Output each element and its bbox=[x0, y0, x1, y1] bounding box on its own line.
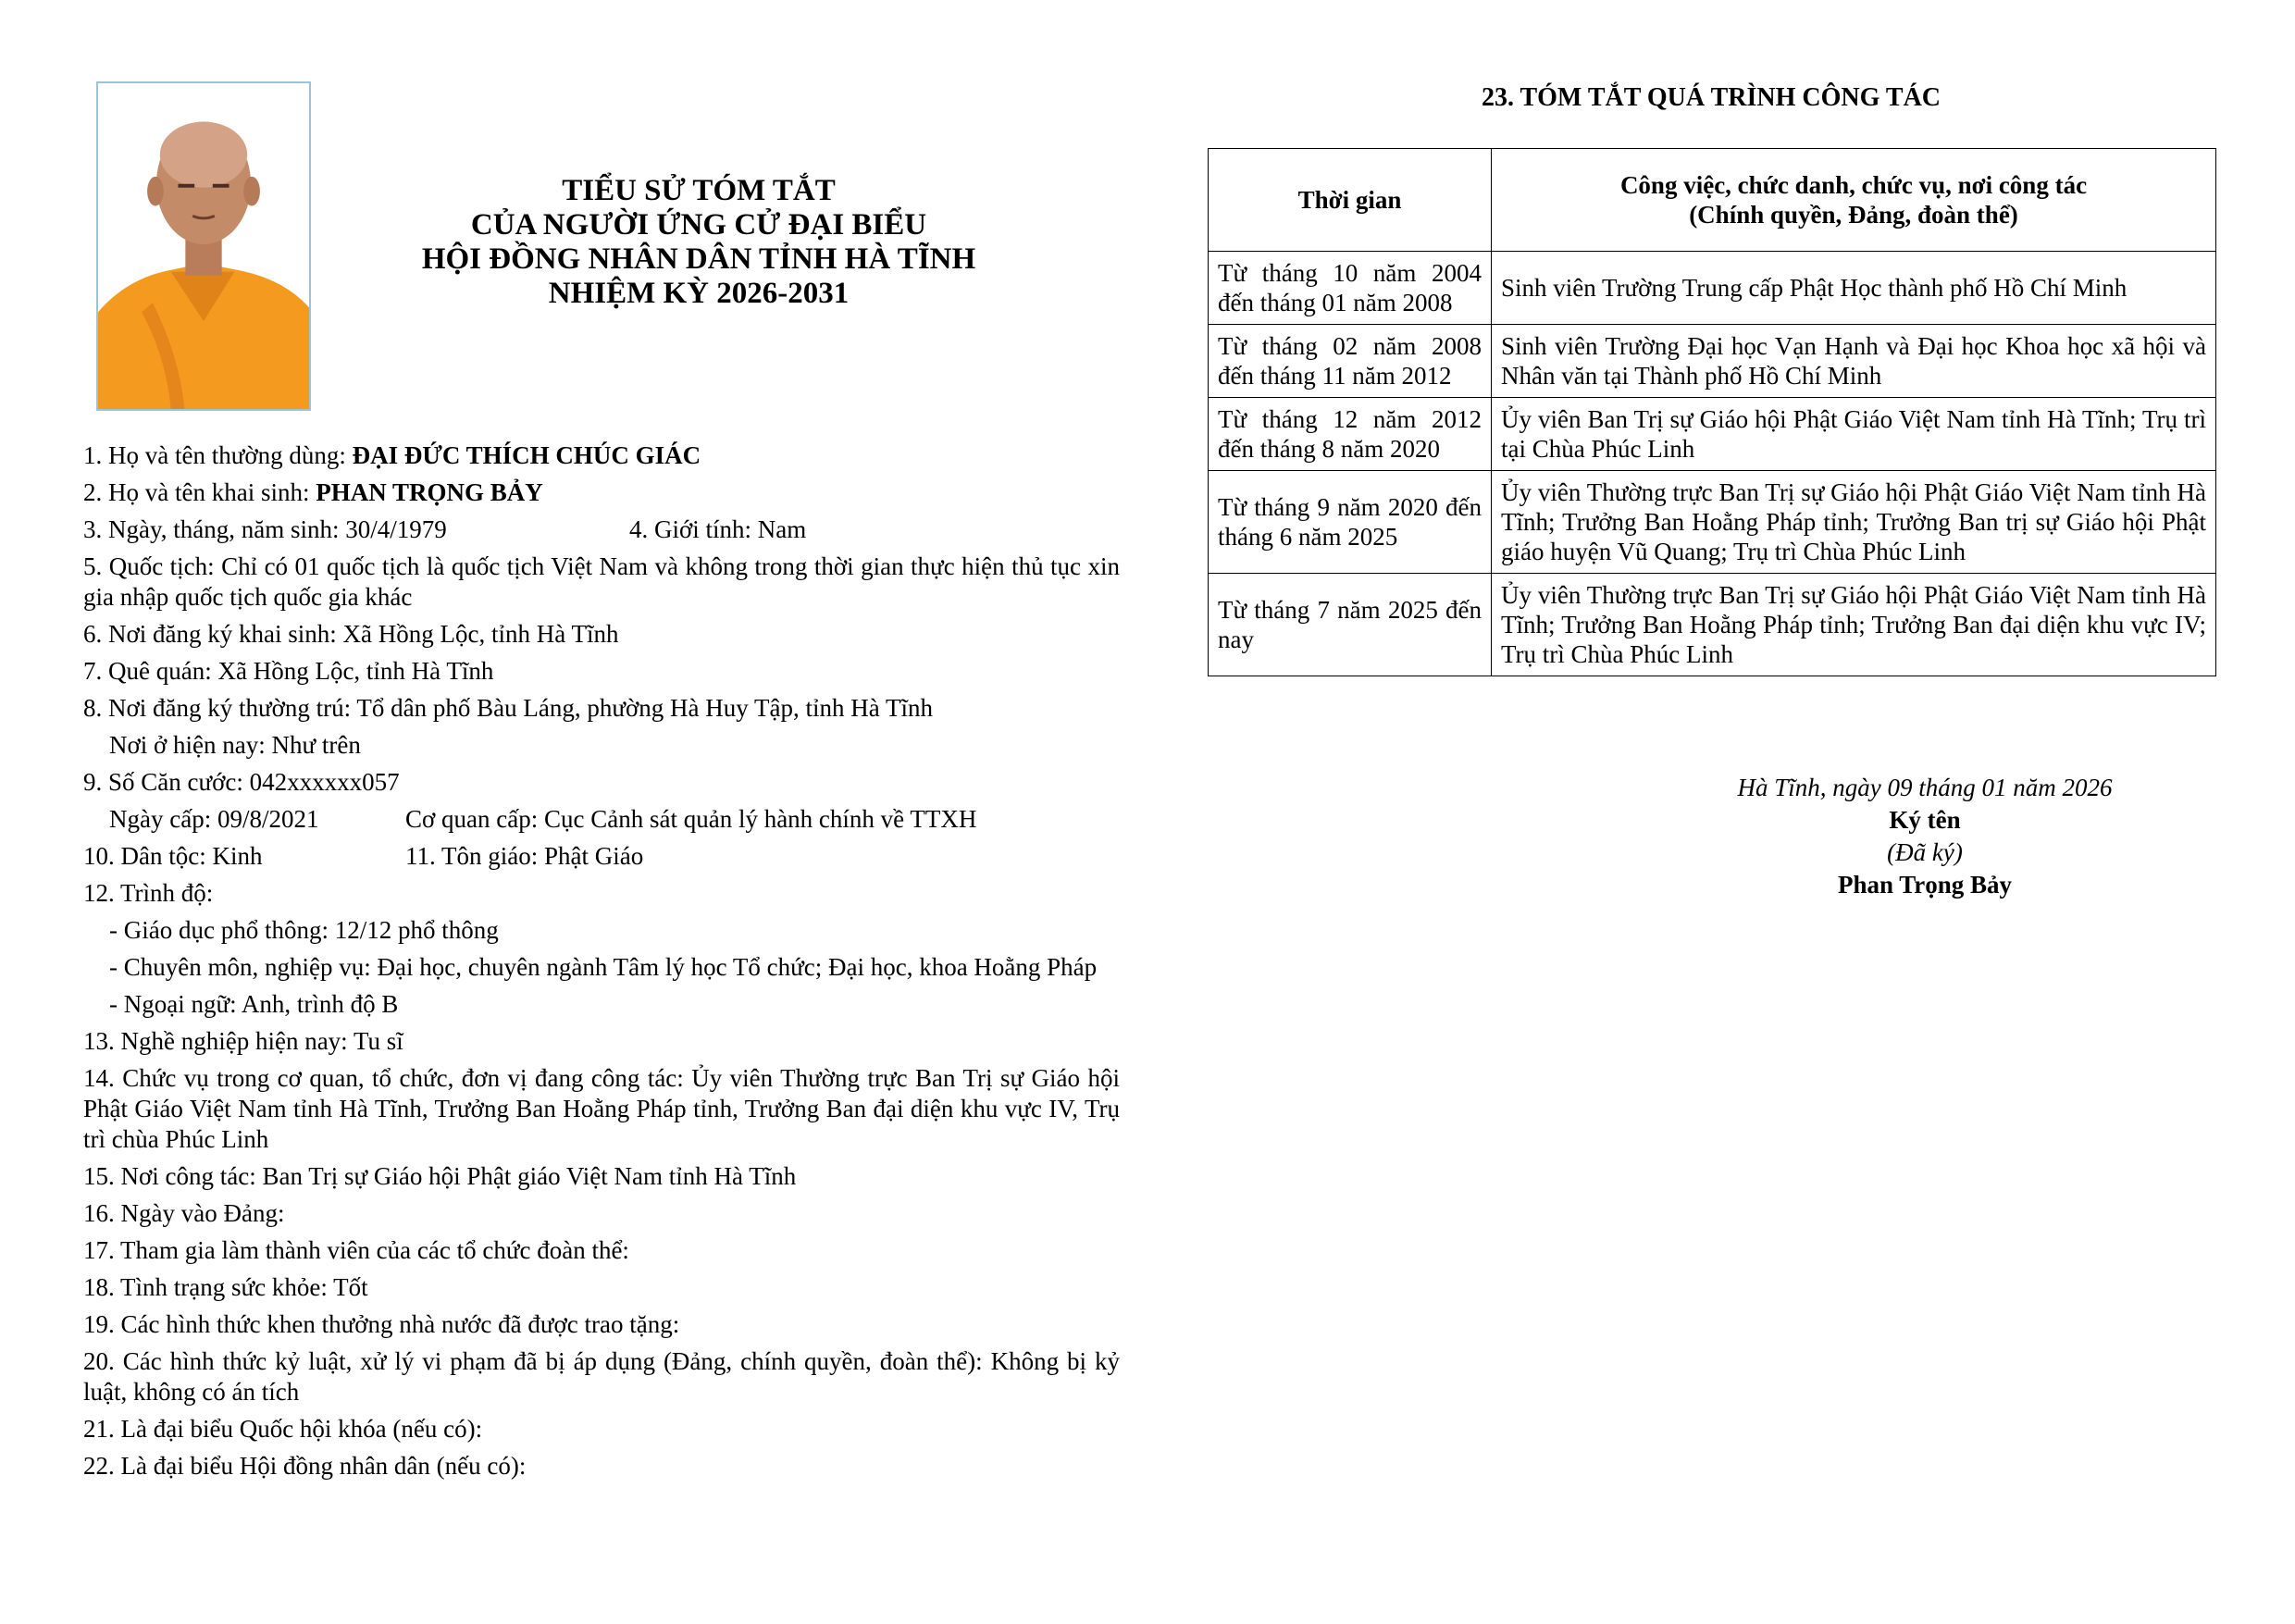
common-name-label: 1. Họ và tên thường dùng: bbox=[83, 441, 353, 469]
work-history-table bbox=[1208, 148, 2216, 676]
title-line-1: TIỂU SỬ TÓM TẮT bbox=[562, 174, 836, 207]
id-issue-date: Ngày cấp: 09/8/2021 bbox=[109, 805, 319, 833]
info-discipline: 20. Các hình thức kỷ luật, xử lý vi phạm đã bị áp dụng (Đảng, chính quyền, đoàn thể): Không bị kỷ luật, không có án tích bbox=[83, 1347, 1120, 1406]
row-time: Từ tháng 02 năm 2008 đến tháng 11 năm 2012 bbox=[1209, 325, 1492, 398]
info-id-number: 9. Số Căn cước: 042xxxxxx057 bbox=[83, 768, 400, 796]
header-description bbox=[1492, 149, 2216, 252]
info-education: 12. Trình độ: bbox=[83, 879, 214, 907]
table-row bbox=[1209, 471, 2216, 574]
table-row bbox=[1209, 252, 2216, 325]
row-description: Sinh viên Trường Đại học Vạn Hạnh và Đại học Khoa học xã hội và Nhân văn tại Thành phố Hồ Chí Minh bbox=[1492, 325, 2216, 398]
gender: 4. Giới tính: Nam bbox=[629, 515, 807, 543]
table-row bbox=[1209, 398, 2216, 471]
header-time: Thời gian bbox=[1209, 149, 1492, 252]
info-education-professional: - Chuyên môn, nghiệp vụ: Đại học, chuyên ngành Tâm lý học Tổ chức; Đại học, khoa Hoằng Pháp bbox=[109, 953, 1098, 981]
info-id-issue bbox=[83, 804, 1120, 835]
header-description-line-2: (Chính quyền, Đảng, đoàn thể) bbox=[1689, 201, 2018, 229]
info-nationality: 5. Quốc tịch: Chỉ có 01 quốc tịch là quốc tịch Việt Nam và không trong thời gian thực hiện thủ tục xin gia nhập quốc tịch quốc gia khác bbox=[83, 552, 1120, 611]
religion: 11. Tôn giáo: Phật Giáo bbox=[405, 842, 644, 870]
row-description: Ủy viên Ban Trị sự Giáo hội Phật Giáo Việt Nam tỉnh Hà Tĩnh; Trụ trì tại Chùa Phúc Linh bbox=[1492, 398, 2216, 471]
row-time: Từ tháng 12 năm 2012 đến tháng 8 năm 2020 bbox=[1209, 398, 1492, 471]
info-education-language: - Ngoại ngữ: Anh, trình độ B bbox=[109, 990, 399, 1018]
info-party-date: 16. Ngày vào Đảng: bbox=[83, 1199, 285, 1227]
personal-info bbox=[83, 440, 1120, 1488]
common-name-value: ĐẠI ĐỨC THÍCH CHÚC GIÁC bbox=[352, 441, 701, 469]
signature-signed: (Đã ký) bbox=[1887, 838, 1963, 866]
info-birth-name bbox=[83, 477, 1120, 508]
info-health: 18. Tình trạng sức khỏe: Tốt bbox=[83, 1273, 368, 1301]
row-description: Ủy viên Thường trực Ban Trị sự Giáo hội Phật Giáo Việt Nam tỉnh Hà Tĩnh; Trưởng Ban Hoằng Pháp tỉnh; Trưởng Ban đại diện khu vực IV; Trụ trì Chùa Phúc Linh bbox=[1492, 574, 2216, 676]
signature-block bbox=[1684, 772, 2165, 901]
birth-name-value: PHAN TRỌNG BẢY bbox=[316, 478, 543, 506]
birth-name-label: 2. Họ và tên khai sinh: bbox=[83, 478, 316, 506]
portrait-icon bbox=[98, 83, 309, 409]
row-time: Từ tháng 9 năm 2020 đến tháng 6 năm 2025 bbox=[1209, 471, 1492, 574]
info-workplace: 15. Nơi công tác: Ban Trị sự Giáo hội Phật giáo Việt Nam tỉnh Hà Tĩnh bbox=[83, 1162, 797, 1190]
row-time: Từ tháng 10 năm 2004 đến tháng 01 năm 2008 bbox=[1209, 252, 1492, 325]
info-current-residence: Nơi ở hiện nay: Như trên bbox=[109, 731, 361, 759]
info-hometown: 7. Quê quán: Xã Hồng Lộc, tỉnh Hà Tĩnh bbox=[83, 657, 494, 685]
info-education-general: - Giáo dục phổ thông: 12/12 phổ thông bbox=[109, 916, 499, 944]
id-issuer: Cơ quan cấp: Cục Cảnh sát quản lý hành chính về TTXH bbox=[405, 805, 977, 833]
ethnicity: 10. Dân tộc: Kinh bbox=[83, 842, 263, 870]
header-description-line-1: Công việc, chức danh, chức vụ, nơi công tác bbox=[1619, 171, 2088, 199]
signature-place-date: Hà Tĩnh, ngày 09 tháng 01 năm 2026 bbox=[1737, 774, 2113, 801]
info-organizations: 17. Tham gia làm thành viên của các tổ chức đoàn thể: bbox=[83, 1236, 629, 1264]
signature-name: Phan Trọng Bảy bbox=[1837, 871, 2013, 899]
birth-date: 3. Ngày, tháng, năm sinh: 30/4/1979 bbox=[83, 515, 447, 543]
info-position: 14. Chức vụ trong cơ quan, tổ chức, đơn vị đang công tác: Ủy viên Thường trực Ban Trị sự Giáo hội Phật Giáo Việt Nam tỉnh Hà Tĩnh, Trưởng Ban Hoằng Pháp tỉnh, Trưởng Ban đại diện khu vực IV, Trụ trì chùa Phúc Linh bbox=[83, 1064, 1120, 1153]
work-history-heading: 23. TÓM TẮT QUÁ TRÌNH CÔNG TÁC bbox=[1481, 83, 1941, 112]
title-line-2: CỦA NGƯỜI ỨNG CỬ ĐẠI BIỂU bbox=[470, 208, 927, 242]
table-row bbox=[1209, 325, 2216, 398]
info-peoples-council: 22. Là đại biểu Hội đồng nhân dân (nếu có): bbox=[83, 1452, 527, 1480]
row-description: Sinh viên Trường Trung cấp Phật Học thành phố Hồ Chí Minh bbox=[1492, 252, 2216, 325]
table-row bbox=[1209, 574, 2216, 676]
title-line-4: NHIỆM KỲ 2026-2031 bbox=[548, 277, 850, 310]
row-description: Ủy viên Thường trực Ban Trị sự Giáo hội Phật Giáo Việt Nam tỉnh Hà Tĩnh; Trưởng Ban Hoằng Pháp tỉnh; Trưởng Ban trị sự Giáo hội Phật giáo huyện Vũ Quang; Trụ trì Chùa Phúc Linh bbox=[1492, 471, 2216, 574]
signature-title: Ký tên bbox=[1889, 806, 1961, 834]
info-awards: 19. Các hình thức khen thưởng nhà nước đã được trao tặng: bbox=[83, 1310, 680, 1338]
info-permanent-residence: 8. Nơi đăng ký thường trú: Tổ dân phố Bàu Láng, phường Hà Huy Tập, tỉnh Hà Tĩnh bbox=[83, 694, 933, 722]
info-occupation: 13. Nghề nghiệp hiện nay: Tu sĩ bbox=[83, 1027, 403, 1055]
portrait-photo bbox=[96, 81, 311, 411]
info-birth-gender bbox=[83, 514, 1120, 545]
document-title bbox=[342, 174, 1055, 311]
table-header-row bbox=[1209, 149, 2216, 252]
row-time: Từ tháng 7 năm 2025 đến nay bbox=[1209, 574, 1492, 676]
info-common-name bbox=[83, 440, 1120, 471]
info-national-assembly: 21. Là đại biểu Quốc hội khóa (nếu có): bbox=[83, 1415, 483, 1443]
info-ethnicity-religion bbox=[83, 841, 1120, 872]
info-birth-registration: 6. Nơi đăng ký khai sinh: Xã Hồng Lộc, tỉnh Hà Tĩnh bbox=[83, 620, 619, 648]
title-line-3: HỘI ĐỒNG NHÂN DÂN TỈNH HÀ TĨNH bbox=[421, 242, 976, 276]
